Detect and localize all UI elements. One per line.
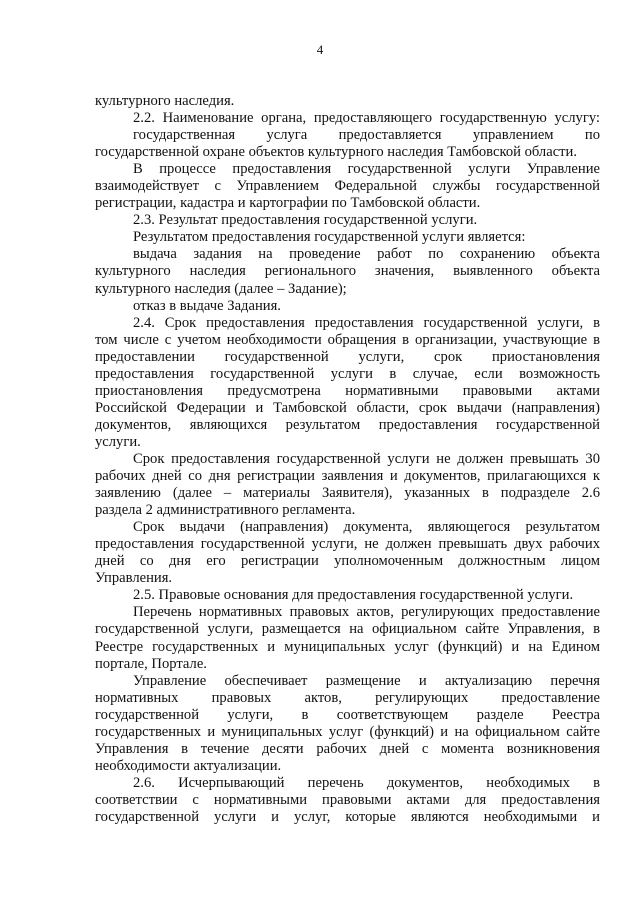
text-line: 2.3. Результат предоставления государственной услуги. xyxy=(133,212,478,229)
text-line: 2.5. Правовые основания для предоставления государственной услуги. xyxy=(133,587,574,604)
text-line: соответствии с нормативными правовыми актами для предоставления xyxy=(95,791,600,808)
text-line: предоставления государственной услуги в случае, если возможность xyxy=(95,365,600,382)
text-line: 2.2. Наименование органа, предоставляющего государственную услугу: xyxy=(133,110,600,127)
text-line: государственной услуги, в соответствующем разделе Реестра xyxy=(95,706,600,723)
text-line: Срок выдачи (направления) документа, являющегося результатом xyxy=(133,519,600,536)
text-line: необходимости актуализации. xyxy=(95,757,282,774)
text-line: Перечень нормативных правовых актов, регулирующих предоставление xyxy=(133,604,600,621)
text-line: государственной охране объектов культурного наследия Тамбовской области. xyxy=(95,144,578,161)
text-line: услуги. xyxy=(95,433,141,450)
text-line: 2.4. Срок предоставления предоставления государственной услуги, в xyxy=(133,314,600,331)
text-line: документов, являющихся результатом предоставления государственной xyxy=(95,416,600,433)
text-line: портале, Портале. xyxy=(95,655,207,672)
text-line: взаимодействует с Управлением Федеральной службы государственной xyxy=(95,178,600,195)
text-line: Управление обеспечивает размещение и актуализацию перечня xyxy=(133,672,600,689)
text-line: В процессе предоставления государственной услуги Управление xyxy=(133,161,600,178)
text-line: рабочих дней со дня регистрации заявления и документов, прилагающихся к xyxy=(95,468,600,485)
text-line: государственных и муниципальных услуг (функций) и на официальном сайте xyxy=(95,723,600,740)
page-number: 4 xyxy=(316,42,324,57)
text-line: раздела 2 административного регламента. xyxy=(95,502,356,519)
text-line: культурного наследия регионального значения, выявленного объекта xyxy=(95,263,600,280)
text-line: культурного наследия (далее – Задание); xyxy=(95,280,347,297)
text-line: выдача задания на проведение работ по сохранению объекта xyxy=(133,246,600,263)
text-line: предоставления государственной услуги, не должен превышать двух рабочих xyxy=(95,536,600,553)
document-body xyxy=(95,93,600,826)
text-line: отказ в выдаче Задания. xyxy=(133,297,281,314)
text-line: регистрации, кадастра и картографии по Тамбовской области. xyxy=(95,195,481,212)
text-line: Управления. xyxy=(95,570,173,587)
text-line: Российской Федерации и Тамбовской области, срок выдачи (направления) xyxy=(95,399,600,416)
text-line: культурного наследия. xyxy=(95,93,235,109)
text-line: Управления в течение десяти рабочих дней с момента возникновения xyxy=(95,740,600,757)
text-line: государственной услуги, размещается на официальном сайте Управления, в xyxy=(95,621,600,638)
text-line: заявлению (далее – материалы Заявителя), указанных в подразделе 2.6 xyxy=(95,485,600,502)
text-line: Срок предоставления государственной услуги не должен превышать 30 xyxy=(133,450,600,467)
text-line: том числе с учетом необходимости обращения в организации, участвующие в xyxy=(95,331,600,348)
text-line: Реестре государственных и муниципальных услуг (функций) и на Едином xyxy=(95,638,600,655)
text-line: дней со дня его регистрации уполномоченным должностным лицом xyxy=(95,553,600,570)
text-line: предоставлении государственной услуги, срок приостановления xyxy=(95,348,600,365)
text-line: государственной услуги и услуг, которые являются необходимыми и xyxy=(95,808,600,825)
text-line: государственная услуга предоставляется управлением по xyxy=(133,127,600,144)
text-line: Результатом предоставления государственной услуги является: xyxy=(133,229,526,246)
text-line: приостановления предусмотрена нормативными правовыми актами xyxy=(95,382,600,399)
text-line: 2.6. Исчерпывающий перечень документов, необходимых в xyxy=(133,774,600,791)
text-line: нормативных правовых актов, регулирующих предоставление xyxy=(95,689,600,706)
